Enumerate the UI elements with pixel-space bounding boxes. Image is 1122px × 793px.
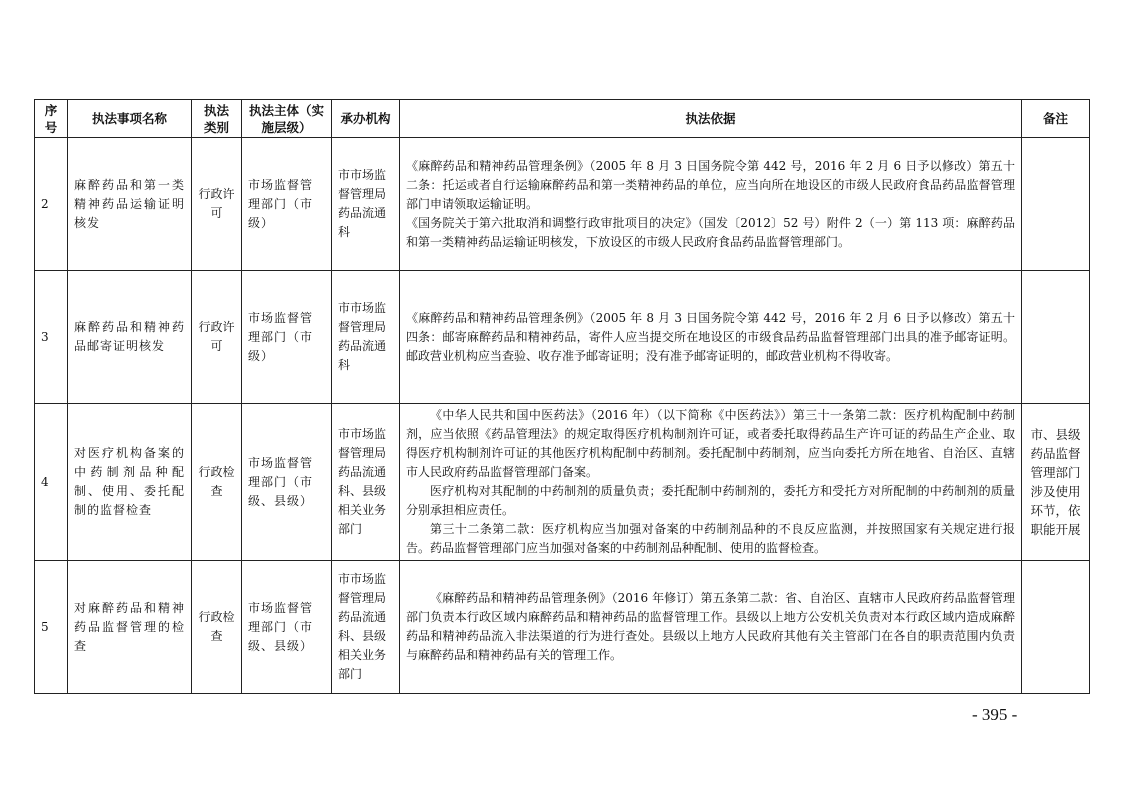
cell-org: 市市场监督管理局药品流通科、县级相关业务部门	[332, 561, 400, 694]
header-category: 执法类别	[192, 100, 242, 138]
cell-org: 市市场监督管理局药品流通科	[332, 271, 400, 404]
cell-seq: 3	[35, 271, 68, 404]
table-row	[35, 404, 1090, 561]
basis-paragraph: 《麻醉药品和精神药品管理条例》（2005 年 8 月 3 日国务院令第 442 号，2016 年 2 月 6 日予以修改）第五十四条：邮寄麻醉药品和精神药品，寄件人应当提交所在地设区的市级食品药品监督管理部门出具的准予邮寄证明。邮政营业机构应当查验、收存准予邮寄证明；没有准予邮寄证明的，邮政营业机构不得收寄。	[406, 310, 1015, 363]
basis-paragraph: 《国务院关于第六批取消和调整行政审批项目的决定》（国发〔2012〕52 号）附件 2（一）第 113 项：麻醉药品和第一类精神药品运输证明核发，下放设区的市级人民政府食品药品监督管理部门。	[406, 215, 1015, 249]
table-row	[35, 138, 1090, 271]
header-subject: 执法主体（实施层级）	[242, 100, 332, 138]
cell-item-name: 麻醉药品和第一类精神药品运输证明核发	[68, 138, 192, 271]
cell-note	[1022, 561, 1090, 694]
cell-org: 市市场监督管理局药品流通科	[332, 138, 400, 271]
basis-paragraph: 《麻醉药品和精神药品管理条例》（2016 年修订）第五条第二款：省、自治区、直辖市人民政府药品监督管理部门负责本行政区域内麻醉药品和精神药品的监督管理工作。县级以上地方公安机关负责对本行政区域内造成麻醉药品和精神药品流入非法渠道的行为进行查处。县级以上地方人民政府其他有关主管部门在各自的职责范围内负责与麻醉药品和精神药品有关的管理工作。	[406, 591, 1015, 662]
cell-note: 市、县级药品监督管理部门涉及使用环节，依职能开展	[1022, 404, 1090, 561]
header-seq: 序号	[35, 100, 68, 138]
cell-note	[1022, 138, 1090, 271]
cell-item-name: 对麻醉药品和精神药品监督管理的检查	[68, 561, 192, 694]
cell-subject: 市场监督管理部门（市级）	[242, 138, 332, 271]
table-row	[35, 561, 1090, 694]
cell-subject: 市场监督管理部门（市级）	[242, 271, 332, 404]
cell-category: 行政检查	[192, 561, 242, 694]
cell-basis	[400, 138, 1022, 271]
cell-item-name: 对医疗机构备案的中药制剂品种配制、使用、委托配制的监督检查	[68, 404, 192, 561]
cell-item-name: 麻醉药品和精神药品邮寄证明核发	[68, 271, 192, 404]
law-enforcement-table	[34, 99, 1090, 694]
cell-subject: 市场监督管理部门（市级、县级）	[242, 404, 332, 561]
page-number: - 395 -	[972, 705, 1018, 724]
cell-subject: 市场监督管理部门（市级、县级）	[242, 561, 332, 694]
cell-seq: 4	[35, 404, 68, 561]
cell-category: 行政检查	[192, 404, 242, 561]
basis-paragraph: 第三十二条第二款：医疗机构应当加强对备案的中药制剂品种的不良反应监测，并按照国家有关规定进行报告。药品监督管理部门应当加强对备案的中药制剂品种配制、使用的监督检查。	[406, 522, 1015, 555]
header-org: 承办机构	[332, 100, 400, 138]
basis-paragraph: 《麻醉药品和精神药品管理条例》（2005 年 8 月 3 日国务院令第 442 号，2016 年 2 月 6 日予以修改）第五十二条：托运或者自行运输麻醉药品和第一类精神药品的单位，应当向所在地设区的市级人民政府食品药品监督管理部门申请领取运输证明。	[406, 158, 1015, 211]
cell-seq: 5	[35, 561, 68, 694]
basis-paragraph: 医疗机构对其配制的中药制剂的质量负责；委托配制中药制剂的，委托方和受托方对所配制的中药制剂的质量分别承担相应责任。	[406, 484, 1015, 517]
cell-category: 行政许可	[192, 138, 242, 271]
header-note: 备注	[1022, 100, 1090, 138]
cell-seq: 2	[35, 138, 68, 271]
table-row	[35, 271, 1090, 404]
cell-basis	[400, 404, 1022, 561]
basis-paragraph: 《中华人民共和国中医药法》（2016 年）（以下简称《中医药法》）第三十一条第二款：医疗机构配制中药制剂，应当依照《药品管理法》的规定取得医疗机构制剂许可证，或者委托取得药品生产许可证的药品生产企业、取得医疗机构制剂许可证的其他医疗机构配制中药制剂。委托配制中药制剂，应当向委托方所在地省、自治区、直辖市人民政府药品监督管理部门备案。	[406, 408, 1015, 479]
header-name: 执法事项名称	[68, 100, 192, 138]
cell-basis	[400, 561, 1022, 694]
cell-category: 行政许可	[192, 271, 242, 404]
header-basis: 执法依据	[400, 100, 1022, 138]
cell-org: 市市场监督管理局药品流通科、县级相关业务部门	[332, 404, 400, 561]
header-row	[35, 100, 1090, 138]
cell-note	[1022, 271, 1090, 404]
cell-basis	[400, 271, 1022, 404]
